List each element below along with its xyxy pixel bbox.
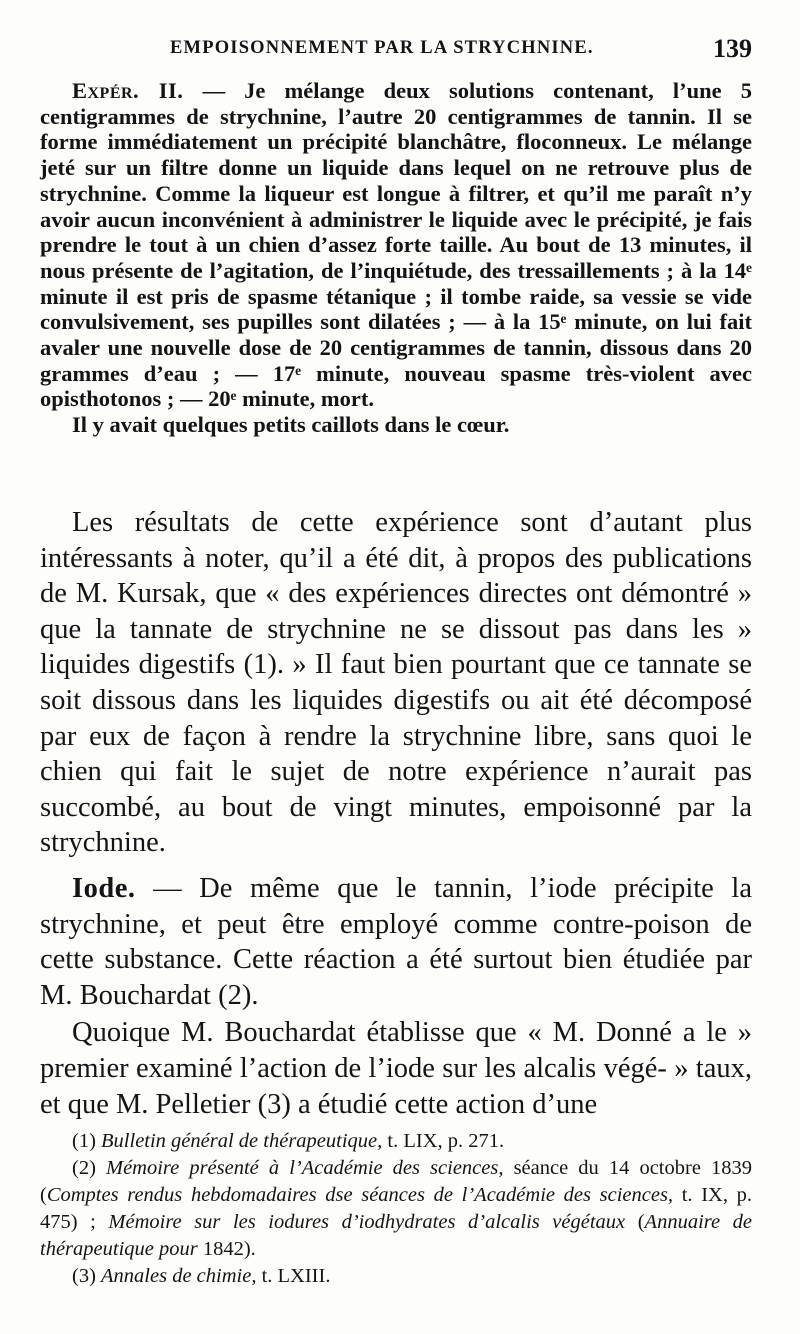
footnote-2-end: 1842). — [197, 1238, 256, 1260]
footnote-1-title: Bulletin général de thérapeutique, — [101, 1130, 383, 1152]
body-block — [40, 505, 752, 1122]
paragraph-bouchardat: Quoique M. Bouchardat établisse que « M. Donné a le » premier examiné l’action de l’iode sur les alcalis végé- » taux, et que M. Pelletier (3) a étudié cette action d’une — [40, 1017, 752, 1120]
footnote-2-mid: séance du 14 octobre 1839 ( — [40, 1157, 753, 1206]
footnote-1 — [40, 1128, 752, 1155]
footnote-1-rest: t. LIX, p. 271. — [382, 1130, 505, 1152]
iode-label: Iode. — [72, 872, 136, 904]
footnote-2-number: (2) — [72, 1157, 96, 1179]
footnote-3 — [40, 1263, 752, 1290]
footnote-2-title-4: Annuaire de thérapeutique pour — [40, 1211, 752, 1260]
footnote-2-mid-3: ( — [625, 1211, 645, 1233]
footnote-2-title-3: Mémoire sur les iodures d’iodhydrates d’alcalis végétaux — [108, 1211, 626, 1233]
footnote-1-number: (1) — [72, 1130, 96, 1152]
footnote-3-number: (3) — [72, 1265, 96, 1287]
paragraph-iode — [40, 871, 752, 1013]
experiment-note: Il y avait quelques petits caillots dans le cœur. — [72, 412, 510, 438]
footnote-3-title: Annales de chimie, — [101, 1265, 257, 1287]
footnote-2-title-2: Comptes rendus hebdomadaires dse séances de l’Académie des sciences, — [46, 1184, 674, 1206]
footnote-2 — [40, 1155, 752, 1263]
iode-text: — De même que le tannin, l’iode précipite la strychnine, et peut être employé comme contre-poison de cette substance. Cette réaction a été surtout bien étudiée par M. Bouchardat (2). — [40, 872, 752, 1011]
footnotes-block — [40, 1128, 752, 1290]
running-head — [40, 34, 752, 66]
footnote-2-title: Mémoire présenté à l’Académie des sciences, — [106, 1157, 504, 1179]
experiment-text: — Je mélange deux solutions contenant, l’une 5 centigrammes de strychnine, l’autre 20 centigrammes de tannin. Il se forme immédiatement un précipité blanchâtre, floconneux. Le mélange jeté sur un filtre donne un liquide dans lequel on ne retrouve plus de strychnine. Comme la liqueur est longue à filtrer, et qu’il me paraît n’y avoir aucun inconvénient à administrer le liquide avec le précipité, je fais prendre le tout à un chien d’assez forte taille. Au bout de 13 minutes, il nous présente de l’agitation, de l’inquiétude, des tressaillements ; à la 14ᵉ minute il est pris de spasme tétanique ; il tombe raide, sa vessie se vide convulsivement, ses pupilles sont dilatées ; — à la 15ᵉ minute, on lui fait avaler une nouvelle dose de 20 centigrammes de tannin, dissous dans 20 grammes d’eau ; — 17ᵉ minute, nouveau spasme très-violent avec opisthotonos ; — 20ᵉ minute, mort. — [40, 78, 752, 412]
footnote-3-rest: t. LXIII. — [256, 1265, 331, 1287]
page-number: 139 — [713, 34, 752, 63]
footnote-2-mid-2: t. IX, p. 475) ; — [40, 1184, 752, 1233]
paragraph-results: Les résultats de cette expérience sont d’autant plus intéressants à noter, qu’il a été dit, à propos des publications de M. Kursak, que « des expériences directes ont démontré » que la tannate de strychnine ne se dissout pas dans les » liquides digestifs (1). » Il faut bien pourtant que ce tannate se soit dissous dans les liquides digestifs ou ait été décomposé par eux de façon à rendre la strychnine libre, sans quoi le chien qui fait le sujet de notre expérience n’aurait pas succombé, au bout de vingt minutes, empoisonné par la strychnine. — [40, 507, 752, 859]
experiment-paragraph — [40, 78, 752, 412]
running-title: EMPOISONNEMENT PAR LA STRYCHNINE. — [170, 38, 594, 58]
experiment-block — [40, 78, 752, 438]
experiment-label: Expér. II. — [72, 78, 184, 103]
